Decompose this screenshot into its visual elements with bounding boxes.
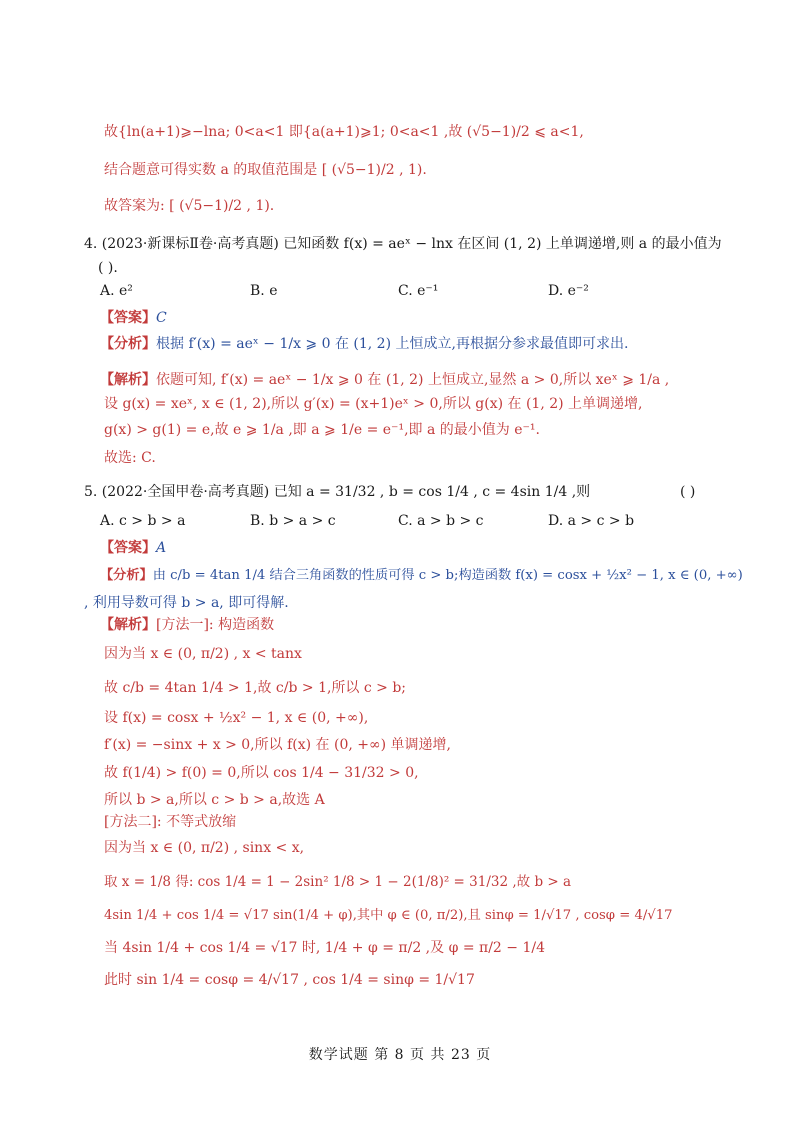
q4-analysis-row <box>100 334 628 354</box>
q5-solution-line-7: 所以 b > a,所以 c > b > a,故选 A <box>104 792 325 808</box>
q5-option-a: A. c > b > a <box>100 513 186 529</box>
q4-option-c: C. e⁻¹ <box>398 283 439 299</box>
q5-stem: 5. (2022·全国甲卷·高考真题) 已知 a = 31/32 , b = cos 1/4 , c = 4sin 1/4 ,则 <box>84 484 591 500</box>
q5-answer-tag: 【答案】 <box>100 540 156 556</box>
q5-paren: ( ) <box>680 484 696 500</box>
q4-analysis: 根据 f′(x) = aeˣ − 1/x ⩾ 0 在 (1, 2) 上恒成立,再根据分参求最值即可求出. <box>156 336 629 352</box>
top-line-3: 故答案为: [ (√5−1)/2 , 1). <box>104 198 275 214</box>
top-line-1: 故{ln(a+1)⩾−lna; 0<a<1 即{a(a+1)⩾1; 0<a<1 ,故 (√5−1)/2 ⩽ a<1, <box>104 124 584 140</box>
q5-analysis-row <box>100 566 743 586</box>
q4-solution-line-2: 设 g(x) = xeˣ, x ∈ (1, 2),所以 g′(x) = (x+1)eˣ > 0,所以 g(x) 在 (1, 2) 上单调递增, <box>104 396 643 412</box>
top-line-2: 结合题意可得实数 a 的取值范围是 [ (√5−1)/2 , 1). <box>104 162 427 178</box>
q4-solution-tag: 【解析】 <box>100 372 156 388</box>
q5-analysis: 由 c/b = 4tan 1/4 结合三角函数的性质可得 c > b;构造函数 f(x) = cosx + ½x² − 1, x ∈ (0, +∞) <box>152 568 743 583</box>
q4-answer-row <box>100 308 167 328</box>
q4-analysis-tag: 【分析】 <box>100 336 156 352</box>
q4-stem: 4. (2023·新课标Ⅱ卷·高考真题) 已知函数 f(x) = aeˣ − lnx 在区间 (1, 2) 上单调递增,则 a 的最小值为 <box>84 236 722 252</box>
q5-solution-line-2: 因为当 x ∈ (0, π/2) , x < tanx <box>104 646 302 662</box>
q5-solution-line-1: [方法一]: 构造函数 <box>156 617 275 633</box>
q5-solution-line-9: 因为当 x ∈ (0, π/2) , sinx < x, <box>104 840 305 856</box>
q4-solution-line-3: g(x) > g(1) = e,故 e ⩾ 1/a ,即 a ⩾ 1/e = e⁻¹,即 a 的最小值为 e⁻¹. <box>104 422 540 438</box>
q5-solution-line-5: f′(x) = −sinx + x > 0,所以 f(x) 在 (0, +∞) 单调递增, <box>104 737 452 753</box>
q4-option-d: D. e⁻² <box>548 283 589 299</box>
q5-answer: A <box>156 540 167 556</box>
q4-paren: ( ). <box>98 260 118 276</box>
q5-solution-line-11: 4sin 1/4 + cos 1/4 = √17 sin(1/4 + φ),其中 φ ∈ (0, π/2),且 sinφ = 1/√17 , cosφ = 4/√17 <box>104 908 673 923</box>
q4-option-b: B. e <box>250 283 278 299</box>
q4-option-a: A. e² <box>100 283 133 299</box>
q5-solution-tag: 【解析】 <box>100 617 156 633</box>
q4-answer: C <box>156 310 167 326</box>
q5-option-c: C. a > b > c <box>398 513 484 529</box>
q5-solution-line-8: [方法二]: 不等式放缩 <box>104 814 237 830</box>
q4-solution-line-1: 依题可知, f′(x) = aeˣ − 1/x ⩾ 0 在 (1, 2) 上恒成立,显然 a > 0,所以 xeˣ ⩾ 1/a , <box>156 372 670 388</box>
q5-analysis-tag: 【分析】 <box>100 568 153 583</box>
q5-option-b: B. b > a > c <box>250 513 336 529</box>
q5-answer-row <box>100 538 166 558</box>
q5-solution-line-10: 取 x = 1/8 得: cos 1/4 = 1 − 2sin² 1/8 > 1 − 2(1/8)² = 31/32 ,故 b > a <box>104 874 572 890</box>
q4-answer-tag: 【答案】 <box>100 310 156 326</box>
page-footer: 数学试题 第 8 页 共 23 页 <box>308 1047 492 1063</box>
q4-solution-row <box>100 370 669 390</box>
q5-solution-line-3: 故 c/b = 4tan 1/4 > 1,故 c/b > 1,所以 c > b; <box>104 680 407 696</box>
q4-solution-line-4: 故选: C. <box>104 450 156 466</box>
q5-option-d: D. a > c > b <box>548 513 635 529</box>
q5-solution-line-4: 设 f(x) = cosx + ½x² − 1, x ∈ (0, +∞), <box>104 710 369 726</box>
q5-solution-line-13: 此时 sin 1/4 = cosφ = 4/√17 , cos 1/4 = sinφ = 1/√17 <box>104 972 475 988</box>
q5-solution-row <box>100 615 274 635</box>
q5-analysis-line-2: , 利用导数可得 b > a, 即可得解. <box>84 595 289 611</box>
q5-solution-line-6: 故 f(1/4) > f(0) = 0,所以 cos 1/4 − 31/32 > 0, <box>104 765 419 781</box>
q5-solution-line-12: 当 4sin 1/4 + cos 1/4 = √17 时, 1/4 + φ = π/2 ,及 φ = π/2 − 1/4 <box>104 940 545 956</box>
